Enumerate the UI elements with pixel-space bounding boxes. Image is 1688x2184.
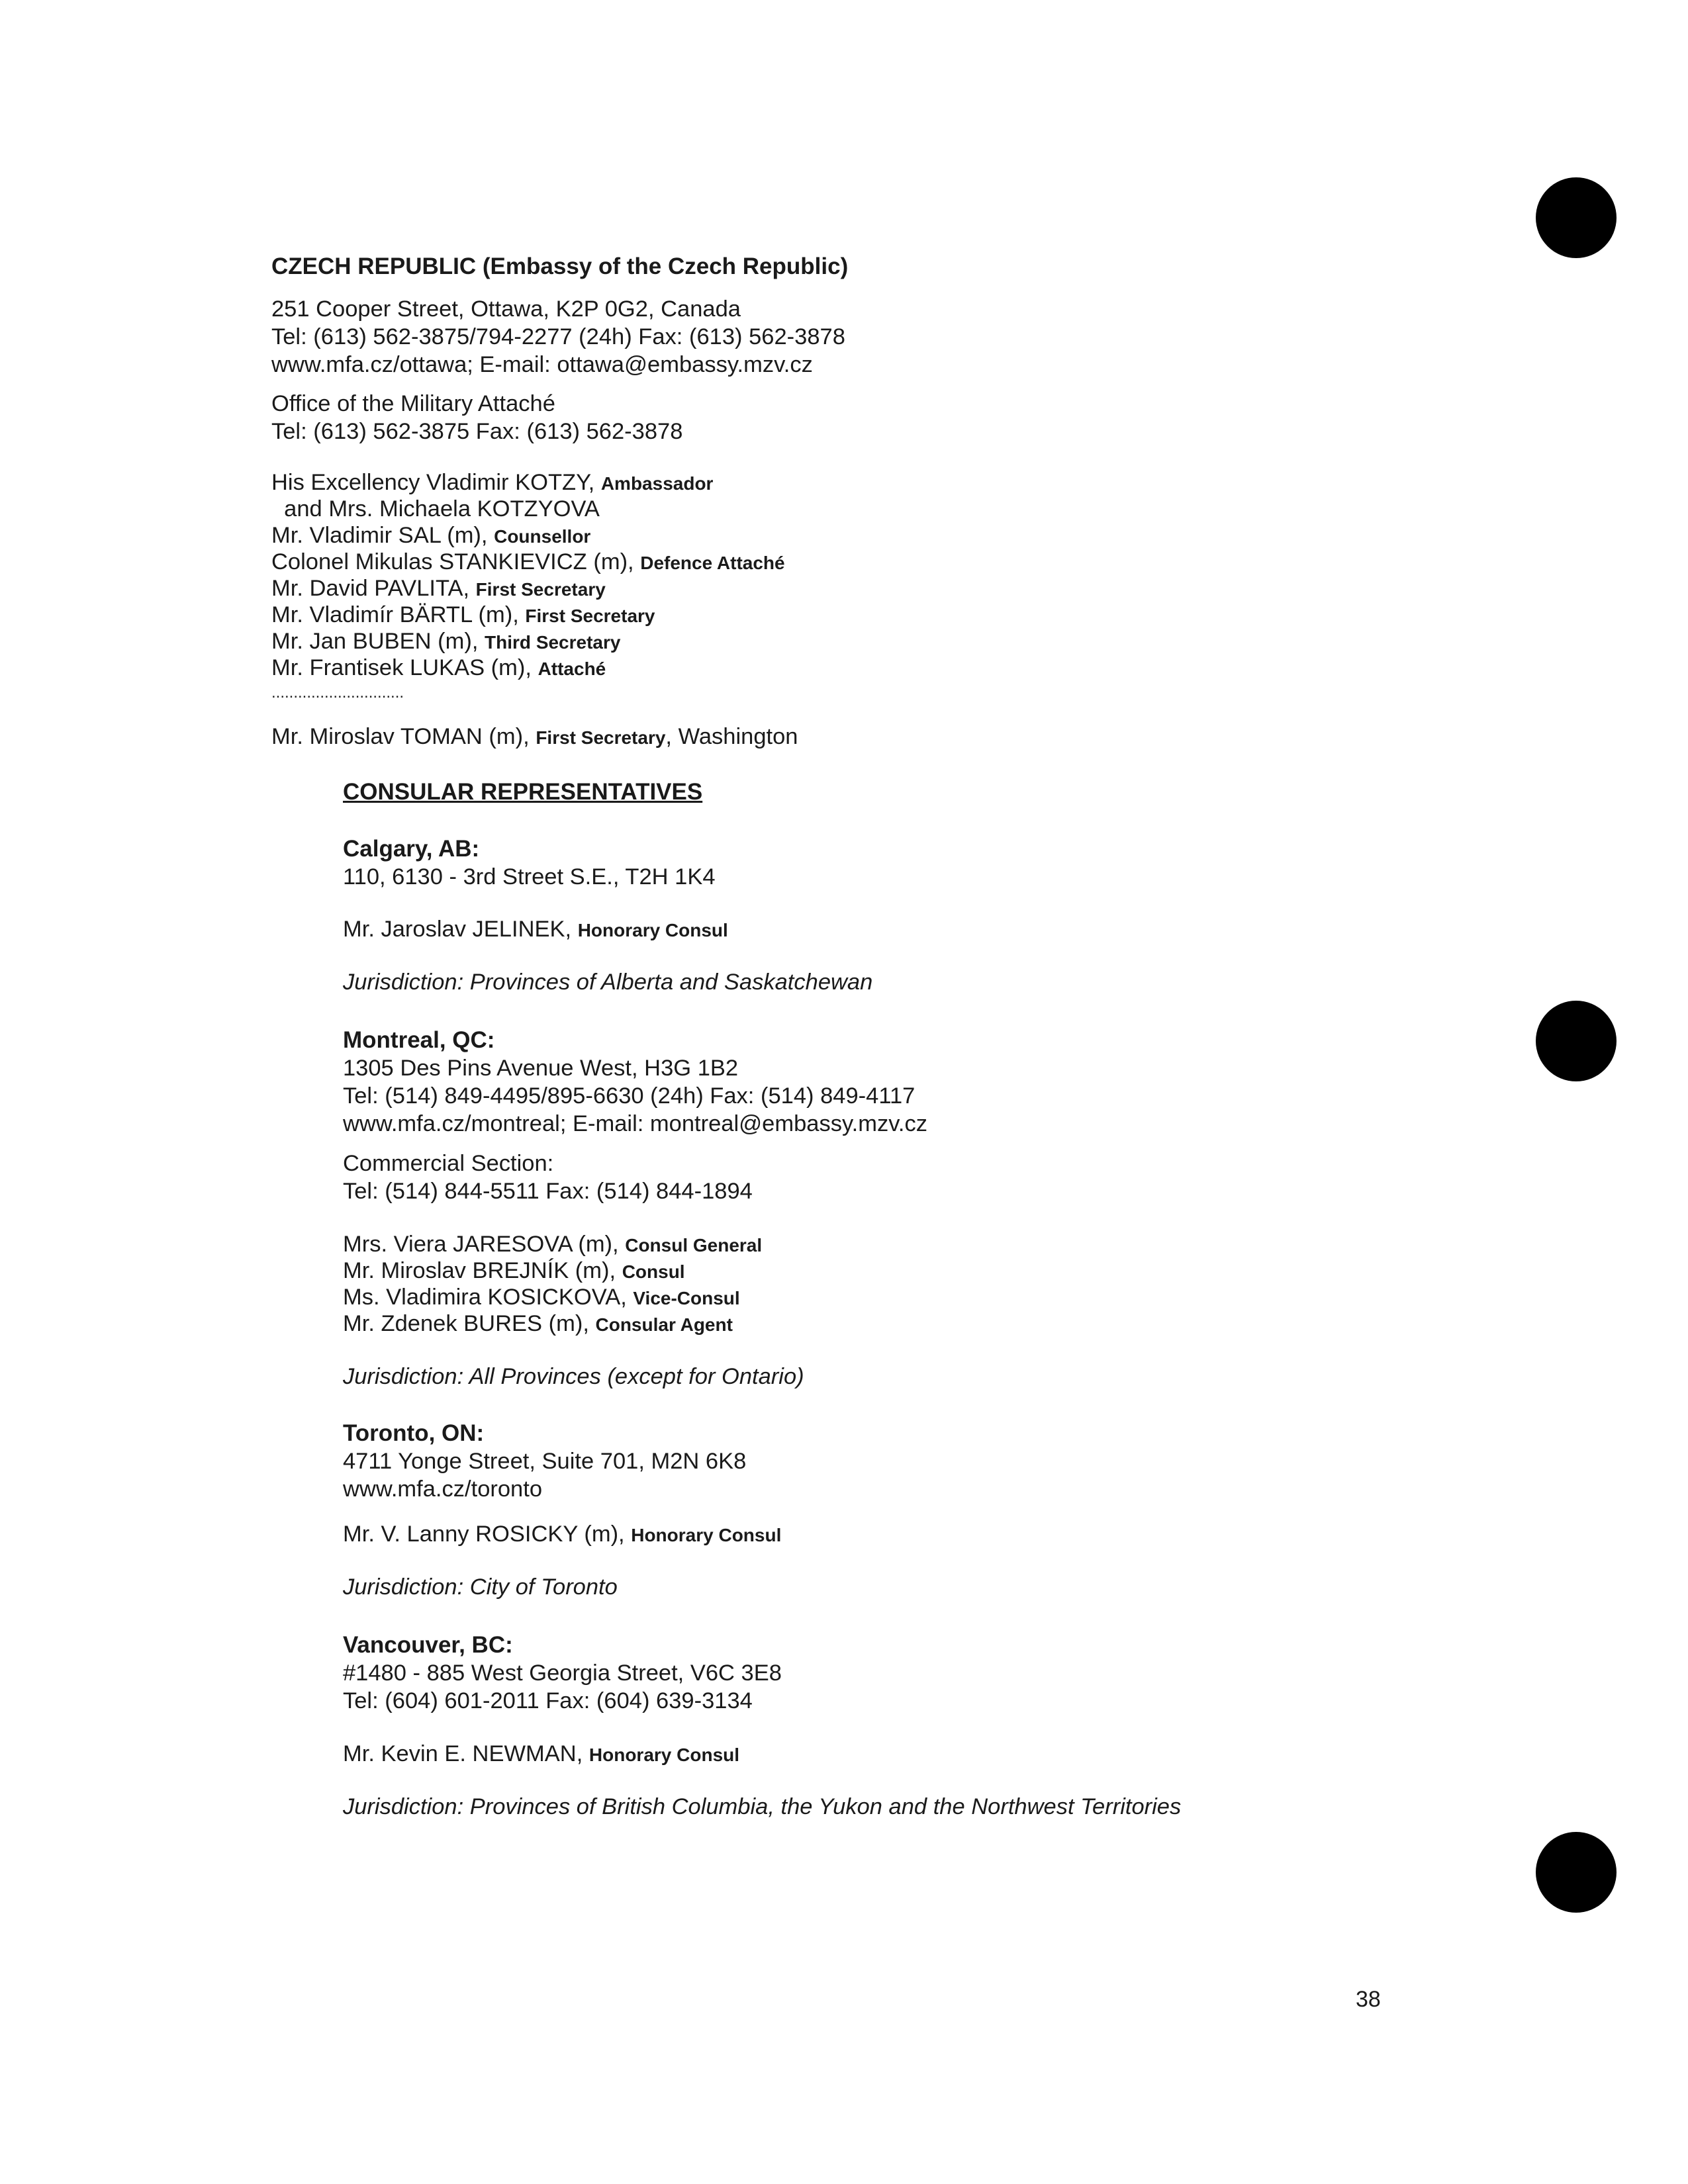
staff-name: Ms. Vladimira KOSICKOVA, — [343, 1285, 633, 1310]
calgary-city: Calgary, AB: — [343, 836, 480, 862]
montreal-city: Montreal, QC: — [343, 1027, 495, 1053]
montreal-commercial-tel: Tel: (514) 844-5511 Fax: (514) 844-1894 — [343, 1179, 753, 1204]
staff-role: Consul General — [625, 1235, 763, 1255]
staff-role: First Secretary — [536, 727, 666, 748]
embassy-heading: CZECH REPUBLIC (Embassy of the Czech Republic) — [271, 253, 849, 279]
staff-name: Colonel Mikulas STANKIEVICZ (m), — [271, 549, 641, 574]
staff-name: His Excellency Vladimir KOTZY, — [271, 470, 601, 495]
staff-role: First Secretary — [525, 606, 655, 626]
montreal-staff-line — [343, 1230, 762, 1259]
staff-name: Mr. Miroslav BREJNÍK (m), — [343, 1258, 622, 1283]
punch-hole-bottom — [1536, 1832, 1617, 1913]
toronto-city: Toronto, ON: — [343, 1420, 485, 1446]
montreal-address: 1305 Des Pins Avenue West, H3G 1B2 — [343, 1056, 739, 1081]
staff-name: Mr. Vladimir SAL (m), — [271, 523, 494, 548]
toronto-jurisdiction: Jurisdiction: City of Toronto — [343, 1574, 618, 1600]
staff-role: First Secretary — [475, 579, 606, 600]
staff-role: Honorary Consul — [588, 1745, 740, 1765]
vancouver-jurisdiction: Jurisdiction: Provinces of British Columbia, the Yukon and the Northwest Territories — [343, 1794, 1182, 1819]
staff-name: and Mrs. Michaela KOTZYOVA — [271, 496, 600, 522]
staff-name: Mr. Jaroslav JELINEK, — [343, 917, 578, 942]
staff-line — [271, 522, 590, 551]
staff-line — [271, 469, 713, 498]
punch-hole-top — [1536, 177, 1617, 258]
calgary-address: 110, 6130 - 3rd Street S.E., T2H 1K4 — [343, 864, 716, 889]
staff-name: Mr. Vladimír BÄRTL (m), — [271, 602, 526, 627]
calgary-person — [343, 915, 728, 944]
staff-role: Honorary Consul — [631, 1525, 782, 1545]
staff-line — [271, 627, 620, 657]
staff-role: Consular Agent — [595, 1314, 733, 1335]
vancouver-address: #1480 - 885 West Georgia Street, V6C 3E8 — [343, 1661, 782, 1686]
staff-name: Mr. Zdenek BURES (m), — [343, 1311, 596, 1336]
punch-hole-middle — [1536, 1001, 1617, 1081]
staff-name: Mr. Jan BUBEN (m), — [271, 629, 485, 654]
dotted-separator: .............................. — [271, 684, 404, 702]
montreal-staff-line — [343, 1257, 685, 1286]
montreal-tel: Tel: (514) 849-4495/895-6630 (24h) Fax: (514) 849-4117 — [343, 1083, 915, 1109]
montreal-staff-line — [343, 1283, 740, 1312]
staff-role: Honorary Consul — [577, 920, 728, 940]
staff-role: Third Secretary — [485, 632, 621, 653]
staff-role: Defence Attaché — [640, 553, 785, 573]
staff-role: Ambassador — [600, 473, 714, 494]
staff-role: Vice-Consul — [633, 1288, 740, 1308]
toronto-web: www.mfa.cz/toronto — [343, 1477, 543, 1502]
vancouver-person — [343, 1740, 739, 1769]
vancouver-city: Vancouver, BC: — [343, 1632, 513, 1658]
montreal-commercial: Commercial Section: — [343, 1151, 554, 1176]
staff-line — [271, 601, 655, 630]
toronto-address: 4711 Yonge Street, Suite 701, M2N 6K8 — [343, 1449, 747, 1474]
staff-line — [271, 548, 785, 577]
staff-name: Mr. V. Lanny ROSICKY (m), — [343, 1522, 632, 1547]
toman-line — [271, 723, 798, 752]
staff-name: Mr. Miroslav TOMAN (m), — [271, 724, 536, 749]
page-number: 38 — [1356, 1987, 1381, 2012]
montreal-web: www.mfa.cz/montreal; E-mail: montreal@embassy.mzv.cz — [343, 1111, 928, 1136]
vancouver-tel: Tel: (604) 601-2011 Fax: (604) 639-3134 — [343, 1688, 753, 1713]
military-office: Office of the Military Attaché — [271, 391, 555, 416]
staff-role: Consul — [622, 1261, 685, 1282]
staff-location: , Washington — [665, 724, 798, 749]
staff-name: Mr. David PAVLITA, — [271, 576, 476, 601]
embassy-tel: Tel: (613) 562-3875/794-2277 (24h) Fax: (613) 562-3878 — [271, 324, 845, 349]
toronto-person — [343, 1520, 781, 1549]
montreal-jurisdiction: Jurisdiction: All Provinces (except for Ontario) — [343, 1364, 804, 1389]
montreal-staff-line — [343, 1310, 733, 1339]
embassy-web: www.mfa.cz/ottawa; E-mail: ottawa@embassy.mzv.cz — [271, 352, 813, 377]
staff-role: Counsellor — [494, 526, 591, 547]
calgary-jurisdiction: Jurisdiction: Provinces of Alberta and Saskatchewan — [343, 970, 873, 995]
military-tel: Tel: (613) 562-3875 Fax: (613) 562-3878 — [271, 419, 683, 444]
staff-role: Attaché — [538, 659, 606, 679]
staff-line — [271, 495, 600, 523]
embassy-address: 251 Cooper Street, Ottawa, K2P 0G2, Canada — [271, 296, 741, 322]
staff-line — [271, 574, 606, 604]
staff-name: Mr. Kevin E. NEWMAN, — [343, 1741, 589, 1766]
staff-name: Mr. Frantisek LUKAS (m), — [271, 655, 538, 680]
consular-heading: CONSULAR REPRESENTATIVES — [343, 779, 703, 805]
staff-name: Mrs. Viera JARESOVA (m), — [343, 1232, 626, 1257]
